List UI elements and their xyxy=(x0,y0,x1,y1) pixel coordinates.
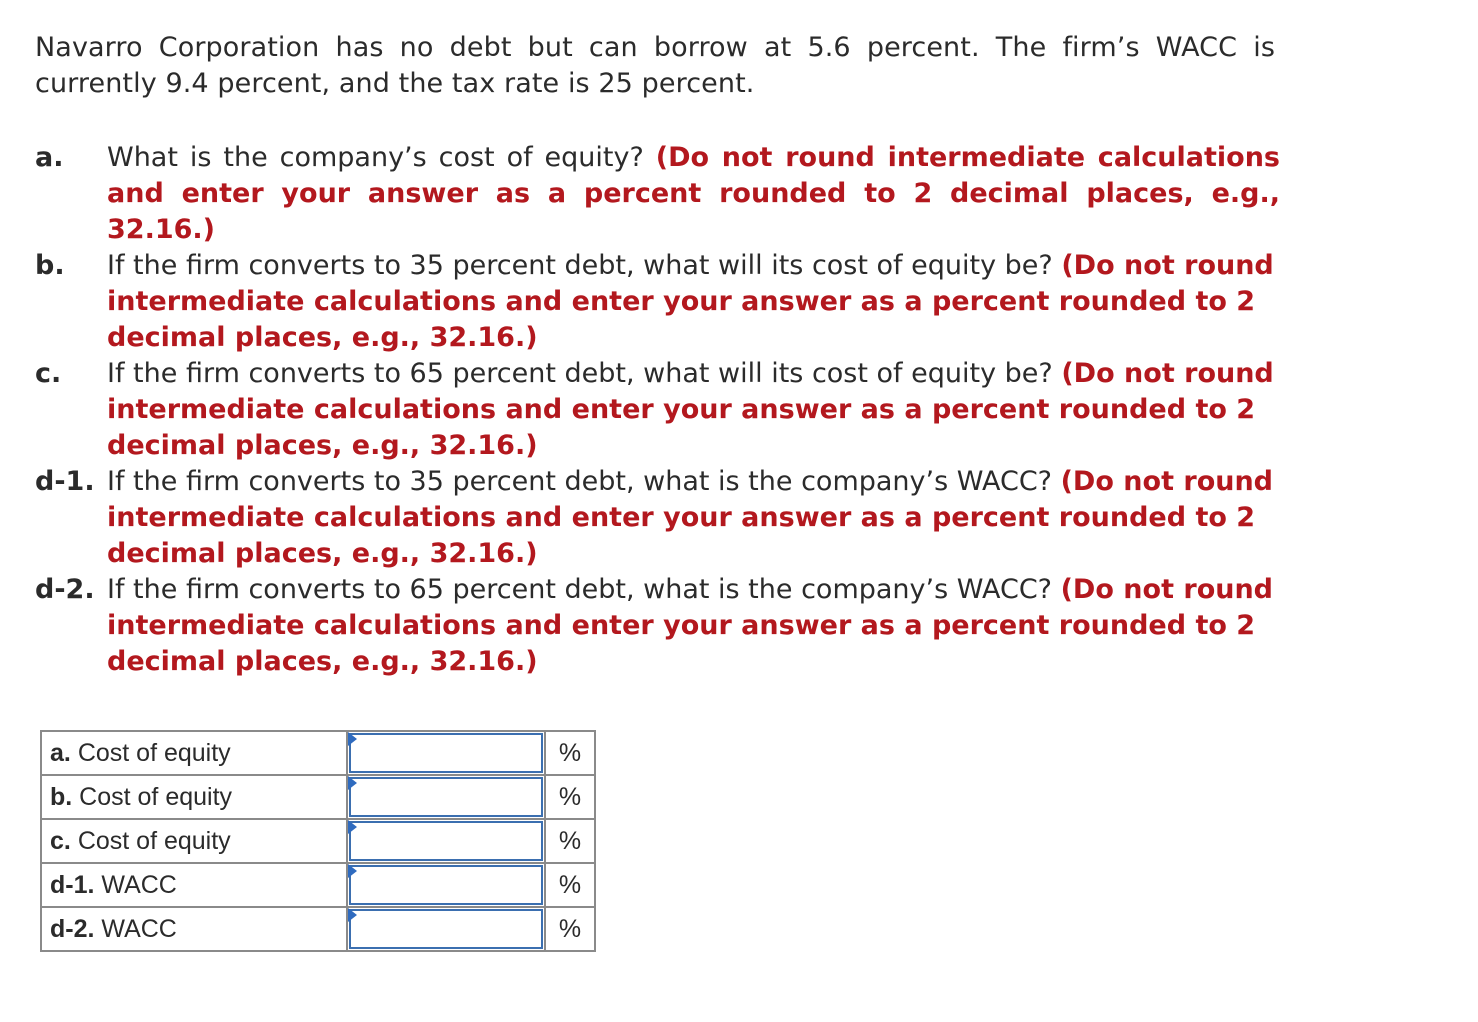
answer-input-cell xyxy=(347,775,545,819)
answer-input-box xyxy=(349,733,543,773)
problem-intro: Navarro Corporation has no debt but can borrow at 5.6 percent. The firm’s WACC is currently 9.4 percent, and the tax rate is 25 percent. xyxy=(35,32,1275,99)
table-row xyxy=(41,819,595,863)
question-d1 xyxy=(35,464,1280,572)
question-text: What is the company’s cost of equity? xyxy=(107,142,644,173)
question-a xyxy=(35,140,1280,248)
answer-input-box xyxy=(349,821,543,861)
answer-input-cell xyxy=(347,731,545,775)
question-text: If the firm converts to 65 percent debt, what is the company’s WACC? xyxy=(107,574,1052,605)
question-c xyxy=(35,356,1280,464)
answer-input-cell xyxy=(347,819,545,863)
question-label: d-1. xyxy=(35,466,95,497)
question-instruction: (Do not round intermediate calculations and enter your answer as a percent rounded to 2 decimal places, e.g., 32.16.) xyxy=(107,466,1274,569)
answer-prefix: d-2. xyxy=(50,914,95,943)
table-row xyxy=(41,731,595,775)
question-body xyxy=(107,572,1280,680)
answer-prefix: a. xyxy=(50,738,71,767)
answer-prefix: d-1. xyxy=(50,870,95,899)
question-list xyxy=(35,140,1280,680)
answer-input-box xyxy=(349,777,543,817)
question-body xyxy=(107,140,1280,248)
answer-d1-input[interactable] xyxy=(351,867,541,903)
question-text: If the firm converts to 35 percent debt, what will its cost of equity be? xyxy=(107,250,1053,281)
question-label: b. xyxy=(35,250,65,281)
question-text: If the firm converts to 65 percent debt, what will its cost of equity be? xyxy=(107,358,1053,389)
answer-b-input[interactable] xyxy=(351,779,541,815)
answer-label xyxy=(41,731,347,775)
answer-input-box xyxy=(349,865,543,905)
unit-label: % xyxy=(545,775,595,819)
answer-label-text: Cost of equity xyxy=(79,782,233,811)
answer-a-input[interactable] xyxy=(351,735,541,771)
answer-c-input[interactable] xyxy=(351,823,541,859)
answer-d2-input[interactable] xyxy=(351,911,541,947)
answer-label-text: Cost of equity xyxy=(77,826,231,855)
question-d2 xyxy=(35,572,1280,680)
answer-label-text: WACC xyxy=(101,870,177,899)
unit-label: % xyxy=(545,863,595,907)
question-instruction: (Do not round intermediate calculations and enter your answer as a percent rounded to 2 decimal places, e.g., 32.16.) xyxy=(107,250,1274,353)
question-instruction: (Do not round intermediate calculations and enter your answer as a percent rounded to 2 decimal places, e.g., 32.16.) xyxy=(107,574,1274,677)
question-b xyxy=(35,248,1280,356)
question-label: d-2. xyxy=(35,574,95,605)
answer-label xyxy=(41,819,347,863)
answer-prefix: c. xyxy=(50,826,71,855)
table-row xyxy=(41,863,595,907)
answer-label xyxy=(41,907,347,951)
answer-label-text: Cost of equity xyxy=(77,738,231,767)
unit-label: % xyxy=(545,819,595,863)
table-row xyxy=(41,775,595,819)
answer-label xyxy=(41,775,347,819)
answer-input-box xyxy=(349,909,543,949)
question-body xyxy=(107,464,1280,572)
question-instruction: (Do not round intermediate calculations and enter your answer as a percent rounded to 2 decimal places, e.g., 32.16.) xyxy=(107,358,1274,461)
question-label: a. xyxy=(35,142,64,173)
answer-prefix: b. xyxy=(50,782,73,811)
answer-table xyxy=(40,730,596,952)
answer-label xyxy=(41,863,347,907)
question-text: If the firm converts to 35 percent debt, what is the company’s WACC? xyxy=(107,466,1052,497)
answer-input-cell xyxy=(347,863,545,907)
question-body xyxy=(107,248,1280,356)
unit-label: % xyxy=(545,731,595,775)
answer-input-cell xyxy=(347,907,545,951)
question-label: c. xyxy=(35,358,62,389)
question-instruction: (Do not round intermediate calculations and enter your answer as a percent rounded to 2 decimal places, e.g., 32.16.) xyxy=(107,142,1280,245)
table-row xyxy=(41,907,595,951)
unit-label: % xyxy=(545,907,595,951)
question-body xyxy=(107,356,1280,464)
answer-label-text: WACC xyxy=(101,914,177,943)
